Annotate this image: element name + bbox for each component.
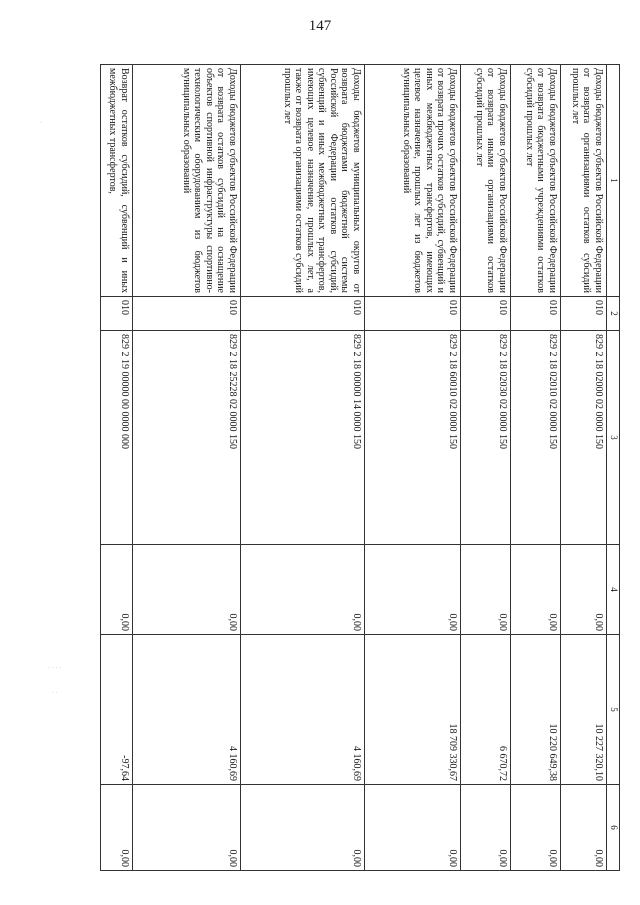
scan-artifact: · — [40, 120, 42, 126]
row-name: Доходы бюджетов субъектов Российской Федерации от возврата организациями остатков субсидий прошлых лет — [561, 65, 607, 297]
row-col5: 18 709 330,67 — [365, 635, 461, 785]
column-header-5: 5 — [607, 635, 620, 785]
table-row — [101, 65, 133, 871]
row-col4: 0,00 — [561, 545, 607, 635]
row-name: Доходы бюджетов субъектов Российской Федерации от возврата бюджетными учреждениями остатков субсидий прошлых лет — [511, 65, 561, 297]
row-code: 010 — [561, 297, 607, 331]
column-header-4: 4 — [607, 545, 620, 635]
row-col4: 0,00 — [133, 545, 241, 635]
header-row — [607, 65, 620, 871]
row-code: 010 — [511, 297, 561, 331]
row-col6: 0,00 — [365, 785, 461, 871]
row-col5: 10 227 320,10 — [561, 635, 607, 785]
row-col6: 0,00 — [561, 785, 607, 871]
table-row — [511, 65, 561, 871]
row-col4: 0,00 — [101, 545, 133, 635]
table-row — [241, 65, 365, 871]
row-col4: 0,00 — [511, 545, 561, 635]
row-name: Доходы бюджетов субъектов Российской Федерации от возврата прочих остатков субсидий, субвенций и иных межбюджетных трансфертов, имеющих целевое назначение, прошлых лет из бюджетов муниципальных образований — [365, 65, 461, 297]
row-kbk: 829 2 18 02010 02 0000 150 — [511, 331, 561, 545]
row-kbk: 829 2 18 60010 02 0000 150 — [365, 331, 461, 545]
row-col5: 4 160,69 — [241, 635, 365, 785]
row-code: 010 — [461, 297, 511, 331]
page-number: 147 — [308, 18, 332, 34]
table-row — [561, 65, 607, 871]
table-row — [461, 65, 511, 871]
scan-artifact: · · · · — [48, 665, 61, 671]
column-header-6: 6 — [607, 785, 620, 871]
scan-artifact: · · — [52, 690, 58, 696]
row-code: 010 — [101, 297, 133, 331]
row-col6: 0,00 — [101, 785, 133, 871]
row-col4: 0,00 — [461, 545, 511, 635]
row-col5: -97,64 — [101, 635, 133, 785]
row-name: Доходы бюджетов муниципальных округов от возврата бюджетами бюджетной системы Российской Федерации остатков субсидий, субвенций и иных межбюджетных трансфертов, имеющих целевое назначение, прошлых лет, а также от возврата организациями остатков субсидий прошлых лет — [241, 65, 365, 297]
row-kbk: 829 2 18 02030 02 0000 150 — [461, 331, 511, 545]
row-col6: 0,00 — [241, 785, 365, 871]
column-header-3: 3 — [607, 331, 620, 545]
row-name: Доходы бюджетов субъектов Российской Федерации от возврата иными организациями остатков субсидий прошлых лет — [461, 65, 511, 297]
row-code: 010 — [241, 297, 365, 331]
rotated-table-container — [100, 64, 620, 870]
row-col5: 4 160,69 — [133, 635, 241, 785]
row-col6: 0,00 — [461, 785, 511, 871]
table-row — [365, 65, 461, 871]
row-name: Доходы бюджетов субъектов Российской Федерации от возврата остатков субсидий на оснащение объектов спортивной инфраструктуры спортивно-технологическим оборудованием из бюджетов муниципальных образований — [133, 65, 241, 297]
row-col6: 0,00 — [511, 785, 561, 871]
row-col4: 0,00 — [241, 545, 365, 635]
row-kbk: 829 2 19 00000 00 0000 000 — [101, 331, 133, 545]
row-col5: 6 670,72 — [461, 635, 511, 785]
row-code: 010 — [365, 297, 461, 331]
row-col4: 0,00 — [365, 545, 461, 635]
row-name: Возврат остатков субсидий, субвенций и иных межбюджетных трансфертов, — [101, 65, 133, 297]
row-kbk: 829 2 18 00000 14 0000 150 — [241, 331, 365, 545]
column-header-2: 2 — [607, 297, 620, 331]
row-code: 010 — [133, 297, 241, 331]
table-row — [133, 65, 241, 871]
rotated-table — [100, 64, 620, 870]
row-kbk: 829 2 18 02000 02 0000 150 — [561, 331, 607, 545]
row-kbk: 829 2 18 25228 02 0000 150 — [133, 331, 241, 545]
column-header-1: 1 — [607, 65, 620, 297]
row-col6: 0,00 — [133, 785, 241, 871]
row-col5: 10 220 649,38 — [511, 635, 561, 785]
revenue-table — [100, 64, 620, 871]
